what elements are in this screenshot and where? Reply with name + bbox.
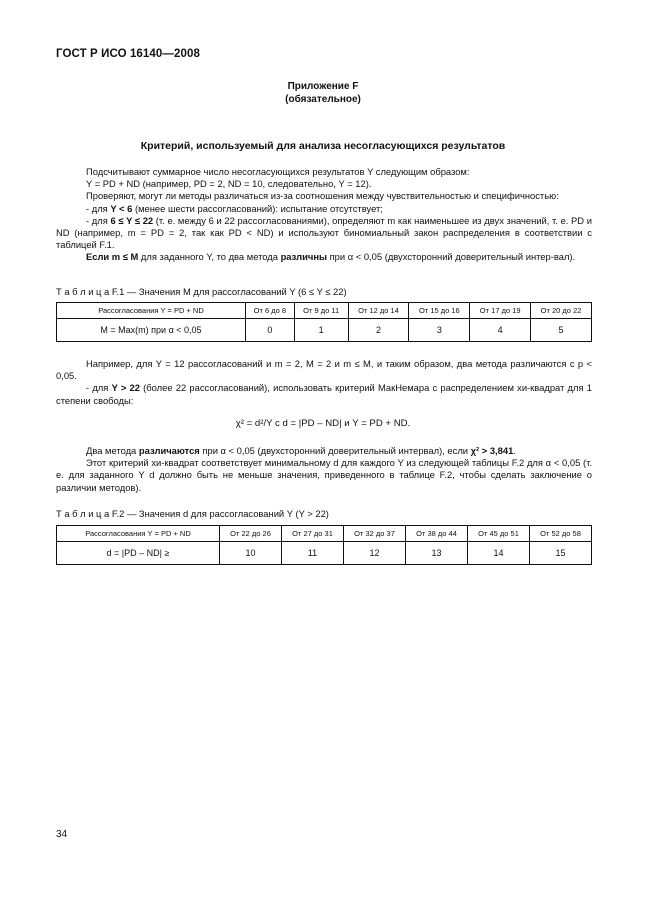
table-header-cell: От 6 до 8 [246,303,295,319]
table1-caption: Т а б л и ц а F.1 — Значения M для рассогласований Y (6 ≤ Y ≤ 22) [56,286,347,297]
table-f1 [56,302,592,342]
table-cell: 3 [409,319,470,342]
p5-condition: 6 ≤ Y ≤ 22 [110,214,154,226]
table-cell: 5 [531,319,592,342]
p9-text: при α < 0,05 (двухсторонний доверительный интервал), если [199,445,471,456]
p9-prefix: Два метода [86,445,139,456]
p9-emphasis: различаются [138,445,200,456]
intro-paragraphs [56,166,592,264]
table-row [57,542,592,565]
paragraph-5 [56,215,592,252]
paragraph-3: Проверяют, могут ли методы различаться из-за соотношения между чувствительностью и специфичностью: [86,190,559,202]
table-header-row [57,526,592,542]
appendix-status: (обязательное) [285,94,361,105]
p9-threshold: χ² > 3,841 [470,445,514,456]
table-cell: 0 [246,319,295,342]
table-cell: d = |PD – ND| ≥ [57,542,220,565]
table-header-cell: От 17 до 19 [470,303,531,319]
page-number: 34 [56,829,68,840]
paragraph-8 [56,382,592,406]
p8-text: (более 22 рассогласований), использовать критерий МакНемара с распределением хи-квадрат для 1 степени свободы: [56,382,592,406]
middle-paragraphs [56,358,592,407]
table-header-cell: От 52 до 58 [530,526,592,542]
p5-prefix: - для [86,214,111,226]
paragraph-9 [56,445,592,457]
p6-tail: при α < 0,05 (двухсторонний доверительный интер-вал). [327,251,576,263]
table-cell: 12 [344,542,406,565]
p6-emphasis: различны [280,251,327,263]
table-cell: 11 [282,542,344,565]
table-cell: 10 [220,542,282,565]
table-header-cell: От 22 до 26 [220,526,282,542]
paragraph-1: Подсчитывают суммарное число несогласующихся результатов Y следующим образом: [86,166,470,177]
p6-text: для заданного Y, то два метода [138,251,281,263]
paragraph-10: Этот критерий хи-квадрат соответствует минимальному d для каждого Y из следующей таблицы F.2 для α < 0,05 (т. е. для заданного Y d должно быть не меньше значения, приведенного в таблице F.2, чтобы сделать заключение о различии методов). [56,457,592,493]
table-header-cell: От 45 до 51 [468,526,530,542]
table-header-cell: От 32 до 37 [344,526,406,542]
table-cell: 13 [406,542,468,565]
document-header: ГОСТ Р ИСО 16140—2008 [56,48,201,60]
table-header-cell: Рассогласования Y = PD + ND [57,303,246,319]
p4-condition: Y < 6 [110,202,133,214]
table-cell: M = Max(m) при α < 0,05 [57,319,246,342]
appendix-heading [0,80,646,106]
table-row [57,319,592,342]
appendix-title: Приложение F [287,81,359,92]
p4-text: (менее шести рассогласований): испытание отсутствует; [132,202,383,214]
table-header-cell: От 15 до 16 [409,303,470,319]
paragraph-4 [56,203,592,215]
p8-condition: Y > 22 [111,382,140,394]
p4-prefix: - для [86,202,111,214]
table-header-cell: От 27 до 31 [282,526,344,542]
p6-condition: Если m ≤ M [86,251,139,263]
p9-end: . [513,445,516,456]
table-header-cell: От 9 до 11 [294,303,348,319]
section-title: Критерий, используемый для анализа несогласующихся результатов [140,140,506,152]
table-header-cell: От 38 до 44 [406,526,468,542]
table-cell: 15 [530,542,592,565]
table-cell: 14 [468,542,530,565]
lower-paragraphs [56,445,592,494]
paragraph-2: Y = PD + ND (например, PD = 2, ND = 10, следовательно, Y = 12). [86,178,372,190]
paragraph-7: Например, для Y = 12 рассогласований и m = 2, M = 2 и m ≤ M, и таким образом, два метода различаются с p < 0,05. [56,358,592,382]
table-header-cell: Рассогласования Y = PD + ND [57,526,220,542]
chi-square-formula: χ² = d²/Y с d = |PD – ND| и Y = PD + ND. [235,418,411,429]
table-header-cell: От 20 до 22 [531,303,592,319]
p5-text: (т. е. между 6 и 22 рассогласованиями), определяют m как наименьшее из двух значений, т. е. PD и ND (например, m = PD = 2, так как PD < ND) и используют биномиальный закон распределения в соответствии с таблицей F.1. [56,214,592,251]
table2-caption: Т а б л и ц а F.2 — Значения d для рассогласований Y (Y > 22) [56,508,329,519]
table-cell: 4 [470,319,531,342]
table-header-row [57,303,592,319]
p8-prefix: - для [86,382,112,394]
table-header-cell: От 12 до 14 [348,303,409,319]
table-f2 [56,525,592,565]
table-cell: 1 [294,319,348,342]
table-cell: 2 [348,319,409,342]
paragraph-6 [56,251,592,263]
